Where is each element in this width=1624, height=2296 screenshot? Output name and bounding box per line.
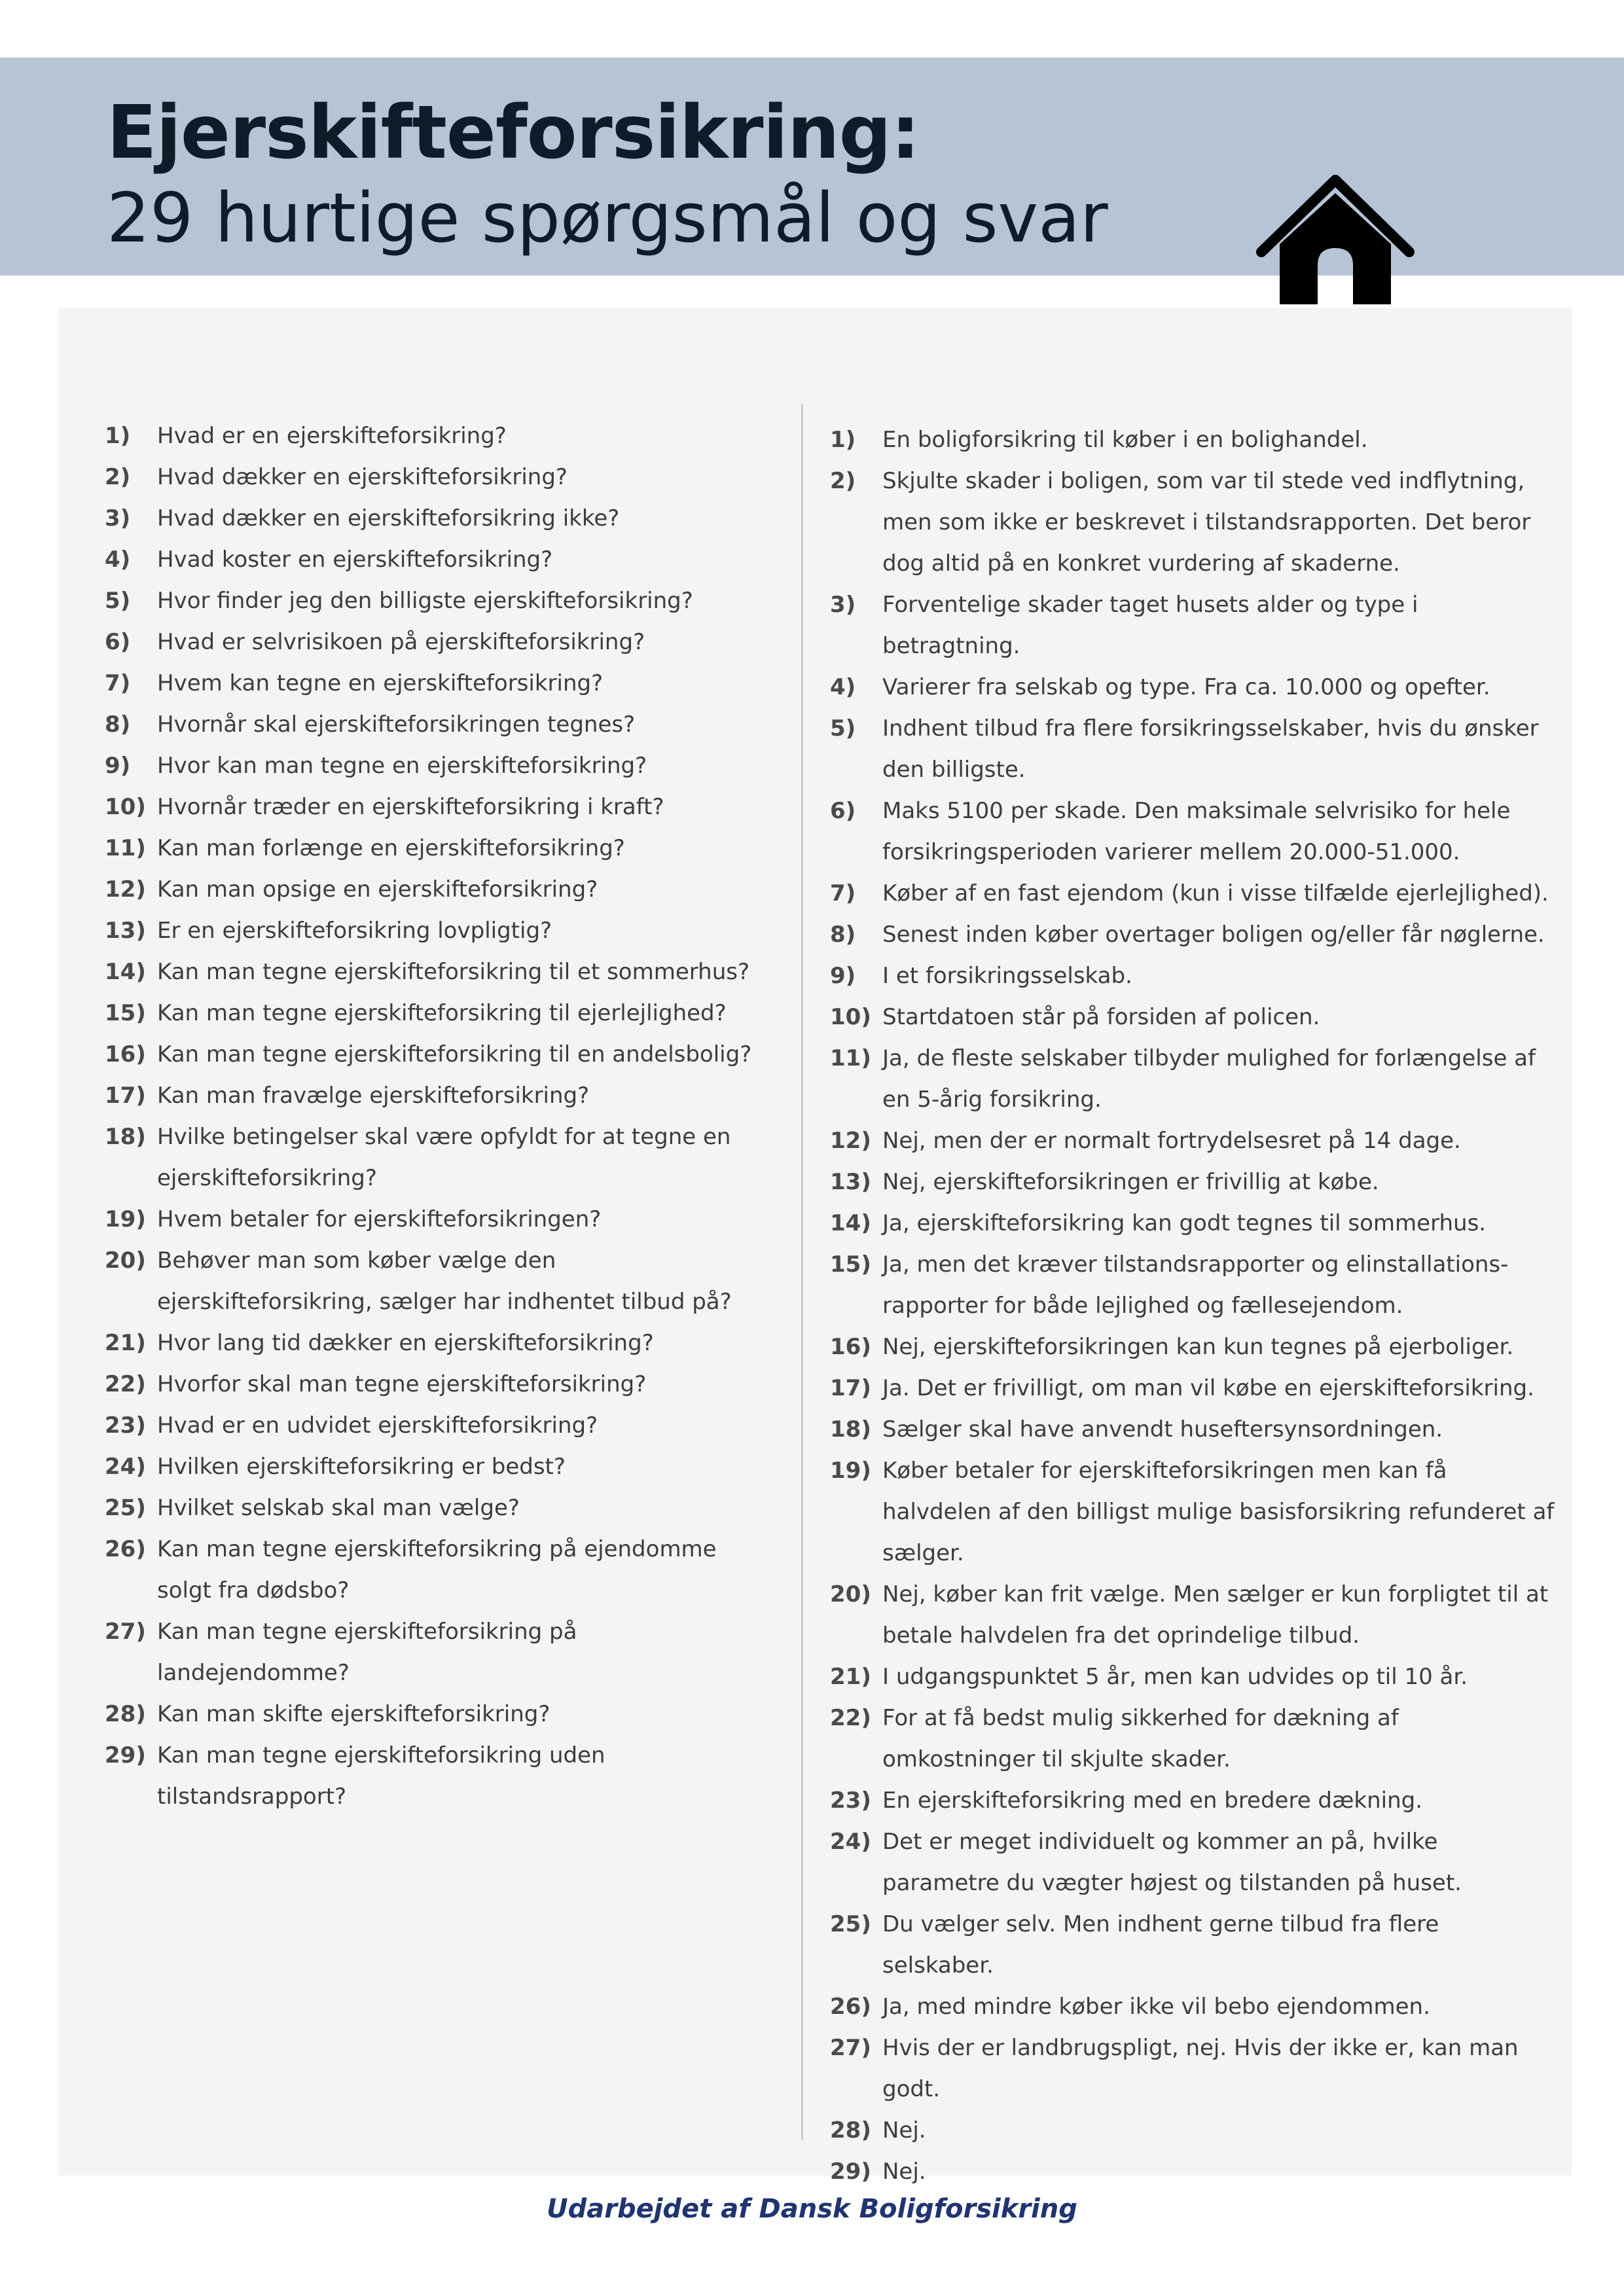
question-text: Hvad er en ejerskifteforsikring? [157,423,507,449]
answers-list [830,420,1557,2193]
question-text: Hvad koster en ejerskifteforsikring? [157,547,553,573]
question-number: 15) [105,1000,146,1026]
answer-number: 10) [830,1004,871,1030]
answer-item [830,2110,1557,2151]
question-item [105,910,759,952]
question-number: 4) [105,547,131,573]
question-number: 10) [105,794,146,820]
question-text: Hvem betaler for ejerskifteforsikringen? [157,1206,602,1232]
question-item [105,581,759,622]
answer-item [830,2028,1557,2110]
question-item [105,787,759,828]
answer-text: Forventelige skader taget husets alder og type i betragtning. [882,592,1418,659]
question-text: Kan man tegne ejerskifteforsikring på ejendomme solgt fra dødsbo? [157,1536,717,1604]
question-number: 5) [105,588,131,614]
question-item [105,1405,759,1446]
answer-number: 18) [830,1416,871,1443]
question-text: Kan man forlænge en ejerskifteforsikring? [157,835,625,861]
page-subtitle: 29 hurtige spørgsmål og svar [107,178,1108,258]
question-number: 9) [105,753,131,779]
answer-item [830,1450,1557,1574]
answer-text: Maks 5100 per skade. Den maksimale selvrisiko for hele forsikringsperioden varierer mellem 20.000-51.000. [882,798,1511,865]
question-item [105,416,759,457]
answer-number: 20) [830,1581,871,1607]
question-text: Hvad dækker en ejerskifteforsikring ikke? [157,505,620,531]
answer-item [830,873,1557,914]
answer-number: 25) [830,1911,871,1937]
answer-item [830,708,1557,791]
answer-number: 3) [830,592,856,618]
answer-item [830,1821,1557,1904]
answer-number: 22) [830,1705,871,1731]
answer-text: I udgangspunktet 5 år, men kan udvides op til 10 år. [882,1664,1468,1690]
question-text: Hvornår træder en ejerskifteforsikring i kraft? [157,794,664,820]
answer-text: For at få bedst mulig sikkerhed for dækning af omkostninger til skjulte skader. [882,1705,1399,1772]
question-number: 20) [105,1247,146,1274]
question-item [105,1529,759,1611]
question-item [105,745,759,787]
answer-number: 8) [830,922,856,948]
answer-number: 5) [830,715,856,742]
question-item [105,869,759,910]
answer-number: 12) [830,1128,871,1154]
answer-item [830,1904,1557,1986]
question-text: Hvad er selvrisikoen på ejerskifteforsikring? [157,629,645,655]
question-number: 7) [105,670,131,696]
question-item [105,1199,759,1240]
question-number: 1) [105,423,131,449]
question-text: Hvor lang tid dækker en ejerskifteforsikring? [157,1330,654,1356]
answer-text: I et forsikringsselskab. [882,963,1132,989]
question-number: 28) [105,1701,146,1727]
answer-item [830,420,1557,461]
page-title: Ejerskifteforsikring: [107,90,920,175]
question-item [105,1364,759,1405]
question-number: 6) [105,629,131,655]
question-item [105,1323,759,1364]
question-text: Hvad dækker en ejerskifteforsikring? [157,464,568,490]
answer-item [830,997,1557,1038]
answer-number: 29) [830,2159,871,2185]
question-item [105,1735,759,1818]
answer-text: En boligforsikring til køber i en bolighandel. [882,427,1368,453]
answer-number: 27) [830,2035,871,2061]
question-number: 25) [105,1495,146,1521]
answer-text: Nej, ejerskifteforsikringen er frivillig at købe. [882,1169,1379,1195]
question-number: 29) [105,1742,146,1768]
question-item [105,704,759,745]
answer-number: 16) [830,1334,871,1360]
question-text: Er en ejerskifteforsikring lovpligtig? [157,918,552,944]
questions-list [105,416,759,1818]
question-item [105,993,759,1034]
answer-number: 19) [830,1458,871,1484]
answer-number: 21) [830,1664,871,1690]
answer-number: 15) [830,1251,871,1278]
question-text: Kan man tegne ejerskifteforsikring til et sommerhus? [157,959,750,985]
question-number: 13) [105,918,146,944]
question-item [105,1488,759,1529]
answer-text: Ja, ejerskifteforsikring kan godt tegnes til sommerhus. [882,1210,1487,1236]
question-text: Kan man tegne ejerskifteforsikring på landejendomme? [157,1619,577,1686]
question-text: Hvilket selskab skal man vælge? [157,1495,520,1521]
answer-text: Ja, men det kræver tilstandsrapporter og elinstallations-rapporter for både lejlighed og fællesejendom. [882,1251,1509,1319]
answer-text: Skjulte skader i boligen, som var til stede ved indflytning, men som ikke er beskrevet i tilstandsrapporten. Det beror dog altid på en konkret vurdering af skaderne. [882,468,1531,577]
question-number: 16) [105,1041,146,1067]
answer-item [830,1162,1557,1203]
answer-text: Nej, køber kan frit vælge. Men sælger er kun forpligtet til at betale halvdelen fra det oprindelige tilbud. [882,1581,1549,1649]
column-divider [801,404,803,2140]
answer-text: Nej, ejerskifteforsikringen kan kun tegnes på ejerboliger. [882,1334,1514,1360]
question-text: Kan man tegne ejerskifteforsikring uden tilstandsrapport? [157,1742,605,1810]
answer-item [830,1698,1557,1780]
question-text: Hvornår skal ejerskifteforsikringen tegnes? [157,711,636,738]
question-number: 14) [105,959,146,985]
answer-number: 26) [830,1994,871,2020]
answer-text: Indhent tilbud fra flere forsikringsselskaber, hvis du ønsker den billigste. [882,715,1539,783]
question-number: 17) [105,1083,146,1109]
answer-text: Ja, med mindre køber ikke vil bebo ejendommen. [882,1994,1430,2020]
answer-number: 6) [830,798,856,824]
question-item [105,457,759,498]
question-item [105,622,759,663]
answer-text: Sælger skal have anvendt huseftersynsordningen. [882,1416,1443,1443]
answer-number: 14) [830,1210,871,1236]
answer-text: Ja, de fleste selskaber tilbyder mulighed for forlængelse af en 5-årig forsikring. [882,1045,1536,1113]
answer-text: Senest inden køber overtager boligen og/eller får nøglerne. [882,922,1545,948]
question-number: 23) [105,1412,146,1439]
answer-item [830,914,1557,956]
question-item [105,1034,759,1075]
question-number: 27) [105,1619,146,1645]
question-item [105,1240,759,1323]
question-text: Hvilken ejerskifteforsikring er bedst? [157,1454,566,1480]
answer-number: 13) [830,1169,871,1195]
answer-number: 23) [830,1787,871,1814]
question-item [105,1446,759,1488]
answer-item [830,1657,1557,1698]
answer-text: Startdatoen står på forsiden af policen. [882,1004,1320,1030]
question-text: Behøver man som køber vælge den ejerskifteforsikring, sælger har indhentet tilbud på? [157,1247,732,1315]
question-number: 24) [105,1454,146,1480]
question-number: 12) [105,876,146,903]
answer-text: En ejerskifteforsikring med en bredere dækning. [882,1787,1423,1814]
answer-text: Du vælger selv. Men indhent gerne tilbud fra flere selskaber. [882,1911,1439,1979]
question-number: 22) [105,1371,146,1397]
answer-text: Det er meget individuelt og kommer an på, hvilke parametre du vægter højest og tilstanden på huset. [882,1829,1462,1896]
answer-item [830,1121,1557,1162]
question-item [105,1075,759,1117]
question-item [105,1694,759,1735]
question-text: Hvorfor skal man tegne ejerskifteforsikring? [157,1371,647,1397]
question-text: Hvor kan man tegne en ejerskifteforsikring? [157,753,647,779]
question-item [105,1117,759,1199]
answer-item [830,1203,1557,1244]
question-item [105,1611,759,1694]
question-number: 8) [105,711,131,738]
answer-number: 9) [830,963,856,989]
answer-item [830,1780,1557,1821]
answer-text: Køber betaler for ejerskifteforsikringen men kan få halvdelen af den billigst mulige basisforsikring refunderet af sælger. [882,1458,1555,1566]
question-item [105,952,759,993]
answer-number: 4) [830,674,856,700]
question-text: Kan man skifte ejerskifteforsikring? [157,1701,550,1727]
answer-item [830,667,1557,708]
answer-item [830,1409,1557,1450]
question-number: 21) [105,1330,146,1356]
answer-item [830,1327,1557,1368]
question-text: Hvad er en udvidet ejerskifteforsikring? [157,1412,598,1439]
answer-item [830,956,1557,997]
answer-item [830,1986,1557,2028]
question-text: Hvor finder jeg den billigste ejerskifteforsikring? [157,588,693,614]
question-text: Hvilke betingelser skal være opfyldt for at tegne en ejerskifteforsikring? [157,1124,731,1191]
question-item [105,498,759,539]
question-text: Kan man fravælge ejerskifteforsikring? [157,1083,590,1109]
answer-text: Ja. Det er frivilligt, om man vil købe en ejerskifteforsikring. [882,1375,1534,1401]
question-text: Kan man opsige en ejerskifteforsikring? [157,876,598,903]
answer-item [830,2151,1557,2193]
question-text: Kan man tegne ejerskifteforsikring til ejerlejlighed? [157,1000,727,1026]
question-number: 26) [105,1536,146,1562]
question-item [105,539,759,581]
answer-item [830,461,1557,584]
house-icon [1254,167,1417,311]
answer-text: Nej, men der er normalt fortrydelsesret på 14 dage. [882,1128,1461,1154]
answer-item [830,1368,1557,1409]
answer-item [830,1038,1557,1121]
answer-text: Hvis der er landbrugspligt, nej. Hvis der ikke er, kan man godt. [882,2035,1519,2102]
answer-number: 28) [830,2117,871,2144]
answer-number: 7) [830,880,856,906]
footer-credit: Udarbejdet af Dansk Boligforsikring [547,2194,1077,2224]
answer-item [830,791,1557,873]
answer-text: Nej. [882,2159,926,2185]
question-number: 19) [105,1206,146,1232]
question-item [105,663,759,704]
question-number: 3) [105,505,131,531]
answer-number: 2) [830,468,856,494]
question-number: 2) [105,464,131,490]
answer-text: Varierer fra selskab og type. Fra ca. 10.000 og opefter. [882,674,1490,700]
answer-text: Køber af en fast ejendom (kun i visse tilfælde ejerlejlighed). [882,880,1549,906]
answer-item [830,1574,1557,1657]
question-item [105,828,759,869]
answer-item [830,584,1557,667]
answer-number: 11) [830,1045,871,1071]
answer-number: 17) [830,1375,871,1401]
answer-item [830,1244,1557,1327]
answer-text: Nej. [882,2117,926,2144]
question-text: Hvem kan tegne en ejerskifteforsikring? [157,670,604,696]
question-text: Kan man tegne ejerskifteforsikring til en andelsbolig? [157,1041,752,1067]
answer-number: 1) [830,427,856,453]
question-number: 11) [105,835,146,861]
answer-number: 24) [830,1829,871,1855]
question-number: 18) [105,1124,146,1150]
